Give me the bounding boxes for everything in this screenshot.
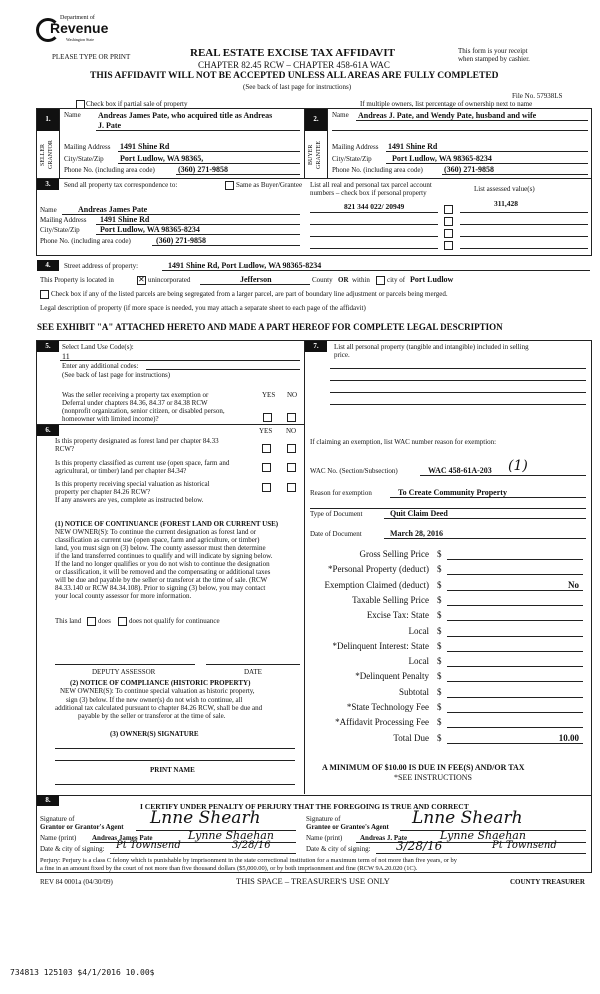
city-checkbox[interactable] (376, 276, 385, 285)
same-as-buyer-checkbox[interactable] (225, 181, 234, 190)
wac-number: WAC 458-61A-203 (428, 466, 492, 475)
fee-row (305, 546, 589, 561)
grantor-sig-label-1: Signature of (40, 815, 75, 823)
corr-city: Port Ludlow, WA 98365-8234 (100, 225, 200, 234)
unincorporated-checkbox[interactable] (137, 276, 146, 285)
personal-property-label-2: price. (334, 351, 350, 359)
assessed-label: List assessed value(s) (474, 185, 535, 193)
reason-label: Reason for exemption (310, 489, 372, 497)
seller-name-label: Name (64, 111, 81, 119)
certify-statement: I CERTIFY UNDER PENALTY OF PERJURY THAT THE FOREGOING IS TRUE AND CORRECT (140, 802, 469, 811)
s5-q2: Deferral under chapters 84.36, 84.37 or 84.38 RCW (62, 399, 208, 407)
buyer-number-block (305, 109, 327, 178)
section4-number: 4. (37, 260, 59, 271)
grantee-name-printed: Andreas J. Pate (360, 834, 408, 842)
exemption-label: If claiming an exemption, list WAC number reason for exemption: (310, 438, 497, 446)
see-back: (See back of last page for instructions) (243, 83, 352, 91)
notice1-l6: or classification, it will be removed and the compensating or additional taxes (55, 568, 271, 576)
exhibit-a: SEE EXHIBIT "A" ATTACHED HERETO AND MADE A PART HEREOF FOR COMPLETE LEGAL DESCRIPTION (37, 322, 503, 332)
seller-number-block (37, 109, 59, 178)
fee-value-line (447, 727, 583, 728)
parcels-label-2: numbers – check box if personal property (310, 189, 427, 197)
deputy-assessor-label: DEPUTY ASSESSOR (92, 668, 156, 676)
form-title: REAL ESTATE EXCISE TAX AFFIDAVIT (190, 47, 395, 59)
city-name: Port Ludlow (410, 275, 454, 284)
notice1-title: (1) NOTICE OF CONTINUANCE (FOREST LAND OR CURRENT USE) (55, 520, 279, 528)
fee-row (305, 561, 589, 576)
seller-phone-label: Phone No. (including area code) (64, 166, 155, 174)
s6-q2a: Is this property classified as current use (open space, farm and (55, 459, 230, 467)
parcel-number: 821 344 022/ 20949 (344, 202, 405, 211)
buyer-name: Andreas J. Pate, and Wendy Pate, husband and wife (358, 111, 537, 120)
fee-currency: $ (437, 640, 442, 651)
correspondence-number: 3. (37, 179, 59, 190)
s6-yes: YES (259, 427, 273, 435)
corr-phone-label: Phone No. (including area code) (40, 237, 131, 245)
section7-number: 7. (305, 341, 327, 352)
historic-yes-checkbox[interactable] (262, 483, 271, 492)
notice1-l8: 84.33.140 or RCW 84.34.108). Prior to signing (3) below, you may contact (55, 584, 266, 592)
grantor-label: Grantor or Grantor's Agent (40, 823, 124, 831)
fee-label: Taxable Selling Price (352, 594, 429, 605)
parcels-label-1: List all real and personal tax parcel account (310, 181, 432, 189)
fee-row (305, 699, 589, 714)
fee-value-line (447, 743, 583, 744)
notice1-l1: NEW OWNER(S): To continue the current designation as forest land or (55, 528, 257, 536)
s5-yes: YES (262, 391, 276, 399)
grantee-sig-label-1: Signature of (306, 815, 341, 823)
s6-no: NO (286, 427, 297, 435)
grantor-name-handwritten: Lynne Shaehan (188, 829, 274, 842)
buyer-phone-label: Phone No. (including area code) (332, 166, 423, 174)
land-does-label: does (98, 617, 111, 625)
personal-property-checkbox-1[interactable] (444, 205, 453, 214)
section6-number: 6. (37, 425, 59, 436)
same-as-buyer-label: Same as Buyer/Grantee (236, 181, 303, 189)
grantee-date-handwritten: 3/28/16 (396, 839, 443, 853)
fee-value-line (447, 666, 583, 667)
fee-row (305, 668, 589, 683)
land-does-checkbox[interactable] (87, 617, 96, 626)
fee-row (305, 607, 589, 622)
fee-currency: $ (437, 686, 442, 697)
wac-handwritten: (1) (508, 458, 528, 474)
fee-value-line (447, 559, 583, 560)
fee-label: Gross Selling Price (359, 549, 429, 559)
fee-row (305, 653, 589, 668)
seller-city: Port Ludlow, WA 98365, (120, 154, 204, 163)
grantee-label: Grantee or Grantee's Agent (306, 823, 389, 831)
notice2-l2: sign (3) below. If the new owner(s) do not wish to continue, all (66, 696, 243, 704)
fee-label: Total Due (393, 732, 429, 743)
doc-type-label: Type of Document (310, 510, 363, 518)
receipt-note-1: This form is your receipt (458, 47, 528, 55)
fee-currency: $ (437, 579, 442, 590)
fee-value-line (447, 620, 583, 621)
land-use-code: 11 (62, 352, 70, 361)
s6-q3b: property per chapter 84.26 RCW? (55, 488, 151, 496)
fee-row (305, 714, 589, 729)
fee-label: Exemption Claimed (deduct) (324, 579, 429, 590)
fee-currency: $ (437, 732, 442, 743)
seller-mailing-label: Mailing Address (64, 143, 111, 151)
fee-value-line (447, 574, 583, 575)
fee-value-line (447, 636, 583, 637)
s5-q1: Was the seller receiving a property tax exemption or (62, 391, 209, 399)
treasurer-stamp: 734813 125103 $4/1/2016 10.00$ (10, 968, 155, 977)
partial-sale-label: Check box if partial sale of property (86, 100, 188, 108)
warning: THIS AFFIDAVIT WILL NOT BE ACCEPTED UNLESS ALL AREAS ARE FULLY COMPLETED (90, 71, 499, 81)
fee-label: Local (408, 656, 429, 667)
file-number: File No. 57938LS (512, 92, 563, 100)
seller-mailing: 1491 Shine Rd (120, 142, 170, 151)
fee-value-line (447, 681, 583, 682)
fee-value-line (447, 605, 583, 606)
s5-q3: (nonprofit organization, senior citizen, or disabled person, (62, 407, 225, 415)
buyer-name-label: Name (332, 111, 349, 119)
fee-currency: $ (437, 625, 442, 636)
s5-no-checkbox[interactable] (287, 413, 296, 422)
notice2-l4: payable by the seller or transferor at the time of sale. (78, 712, 226, 720)
print-name-label: PRINT NAME (150, 766, 195, 774)
county-name: Jefferson (240, 275, 272, 284)
section5-number: 5. (37, 341, 59, 352)
grantee-name-label: Name (print) (306, 834, 343, 842)
assessed-value: 311,428 (494, 199, 518, 208)
notice1-l9: your local county assessor for more information. (55, 592, 192, 600)
corr-city-label: City/State/Zip (40, 226, 80, 234)
fee-currency: $ (437, 656, 442, 667)
fee-currency: $ (437, 717, 442, 728)
corr-phone: (360) 271-9858 (156, 236, 206, 245)
land-use-label: Select Land Use Code(s): (62, 343, 134, 351)
fee-value-line (447, 651, 583, 652)
s6-q1b: RCW? (55, 445, 75, 453)
personal-property-label-1: List all personal property (tangible and intangible) included in selling (334, 343, 529, 351)
section8-number: 8. (37, 795, 59, 806)
this-land-label: This land (55, 617, 82, 625)
treasurer-space: THIS SPACE – TREASURER'S USE ONLY (236, 876, 390, 886)
county-label: County (312, 276, 333, 284)
doc-type: Quit Claim Deed (390, 509, 448, 518)
historic-no-checkbox[interactable] (287, 483, 296, 492)
fees-table (305, 546, 589, 746)
fee-label: Subtotal (398, 686, 429, 697)
s5-q4: homeowner with limited income)? (62, 415, 159, 423)
s6-q3c: If any answers are yes, complete as instructed below. (55, 496, 204, 504)
grantor-date-handwritten: 3/28/16 (232, 840, 271, 851)
fee-row (305, 730, 589, 745)
logo-line3: Washington State (66, 37, 95, 42)
seller-number: 1. (37, 114, 59, 125)
street-label: Street address of property: (64, 262, 139, 270)
s6-q2b: agricultural, or timber) land per chapter 84.34? (55, 467, 187, 475)
doc-date-label: Date of Document (310, 530, 362, 538)
fee-label: *Personal Property (deduct) (328, 564, 429, 575)
county-treasurer: COUNTY TREASURER (510, 878, 585, 886)
fee-currency: $ (437, 610, 442, 621)
doc-date: March 28, 2016 (390, 529, 443, 538)
street-address: 1491 Shine Rd, Port Ludlow, WA 98365-8234 (168, 261, 322, 270)
see-instructions: *SEE INSTRUCTIONS (394, 773, 473, 782)
fee-row (305, 623, 589, 638)
forest-no-checkbox[interactable] (287, 444, 296, 453)
fee-currency: $ (437, 564, 442, 575)
land-does-not-label: does not qualify for continuance (129, 617, 220, 625)
seller-name-1: Andreas James Pate, who acquired title as Andreas (98, 111, 273, 120)
fee-label: *State Technology Fee (346, 702, 429, 712)
forest-yes-checkbox[interactable] (262, 444, 271, 453)
notice3-title: (3) OWNER(S) SIGNATURE (110, 730, 199, 738)
receipt-note-2: when stamped by cashier. (458, 55, 530, 63)
seller-city-label: City/State/Zip (64, 155, 104, 163)
corr-mailing-label: Mailing Address (40, 216, 87, 224)
fee-currency: $ (437, 594, 442, 605)
land-use-see-back: (See back of last page for instructions) (62, 371, 171, 379)
notice2-title: (2) NOTICE OF COMPLIANCE (HISTORIC PROPERTY) (70, 679, 251, 687)
land-does-not-checkbox[interactable] (118, 617, 127, 626)
multiple-owners-note: If multiple owners, list percentage of ownership next to name (360, 100, 533, 108)
buyer-number: 2. (305, 114, 327, 125)
buyer-phone: (360) 271-9858 (444, 165, 494, 174)
notice2-l3: additional tax calculated pursuant to chapter 84.26 RCW, shall be due and (55, 704, 263, 712)
current-use-yes-checkbox[interactable] (262, 463, 271, 472)
grantor-name-label: Name (print) (40, 834, 77, 842)
unincorporated-label: unincorporated (148, 276, 191, 284)
grantee-name-handwritten: Lynne Shaehan (440, 829, 526, 842)
grantor-date-label: Date & city of signing: (40, 845, 105, 853)
minimum-note: A MINIMUM OF $10.00 IS DUE IN FEE(S) AND/OR TAX (322, 763, 525, 772)
fee-row (305, 577, 589, 592)
fee-currency: $ (437, 671, 442, 682)
seller-phone: (360) 271-9858 (178, 165, 228, 174)
wac-label: WAC No. (Section/Subsection) (310, 467, 398, 475)
fee-label: *Delinquent Interest: State (332, 640, 429, 651)
within-label: within (352, 276, 370, 284)
perjury-1: Perjury: Perjury is a class C felony which is punishable by imprisonment in the state correctional institution for a maximum term of not more than five years, or by (40, 857, 457, 864)
fee-row (305, 638, 589, 653)
fee-currency: $ (437, 702, 442, 712)
city-of-label: city of (387, 276, 406, 284)
personal-property-checkbox-2[interactable] (444, 217, 453, 226)
segregated-checkbox[interactable] (40, 290, 49, 299)
grantor-name-printed: Andreas James Pate (92, 834, 153, 842)
fee-label: *Affidavit Processing Fee (335, 717, 429, 728)
additional-codes-label: Enter any additional codes: (62, 362, 139, 370)
s5-no: NO (287, 391, 298, 399)
located-prefix: This Property is located in (40, 276, 114, 284)
buyer-mailing: 1491 Shine Rd (388, 142, 438, 151)
s5-yes-checkbox[interactable] (263, 413, 272, 422)
fee-value-line (447, 697, 583, 698)
form-subtitle: CHAPTER 82.45 RCW – CHAPTER 458-61A WAC (198, 60, 390, 70)
fee-value-line (447, 590, 583, 591)
fee-value-line (447, 712, 583, 713)
logo-name: Revenue (50, 20, 109, 36)
fee-value: No (568, 579, 579, 590)
seller-name-2: J. Pate (98, 121, 122, 130)
dor-logo (36, 14, 109, 48)
segregated-label: Check box if any of the listed parcels are being segregated from a larger parcel, are part of boundary line adjustment or parcels being merged. (51, 290, 448, 298)
notice1-l4: if the land transferred continues to qualify and will indicate by signing below. (55, 552, 273, 560)
or-label: OR (338, 276, 349, 284)
grantor-city-handwritten: Pt Townsend (116, 840, 181, 851)
grantee-signature: Lnne Shearh (412, 808, 523, 828)
fee-value: 10.00 (558, 732, 579, 743)
grantee-city-handwritten: Pt Townsend (492, 840, 557, 851)
notice1-l3: land, you must sign on (3) below. The county assessor must then determine (55, 544, 266, 552)
buyer-mailing-label: Mailing Address (332, 143, 379, 151)
fee-currency: $ (437, 549, 442, 559)
reason-value: To Create Community Property (398, 488, 507, 497)
please-type: PLEASE TYPE OR PRINT (52, 53, 131, 61)
grantee-date-label: Date & city of signing: (306, 845, 371, 853)
fee-label: *Delinquent Penalty (355, 671, 429, 682)
seller-side-label: SELLER GRANTOR (40, 140, 54, 170)
s6-q1a: Is this property designated as forest land per chapter 84.33 (55, 437, 219, 445)
logo-line1: Department of (60, 15, 95, 21)
perjury-2: a fine in an amount fixed by the court of not more than five thousand dollars ($5,000.00), or by both imprisonment and fine (RCW 9A.20.020 (1C). (40, 865, 418, 872)
grantor-signature: Lnne Shearh (150, 808, 261, 828)
legal-description-label: Legal description of property (if more space is needed, you may attach a separate sheet to each page of the affidavit) (40, 304, 366, 312)
notice1-l5: If the land no longer qualifies or you do not wish to continue the designation (55, 560, 270, 568)
fee-label: Local (408, 625, 429, 636)
fee-row (305, 592, 589, 607)
notice2-l1: NEW OWNER(S): To continue special valuation as historic property, (60, 687, 255, 695)
current-use-no-checkbox[interactable] (287, 463, 296, 472)
corr-name: Andreas James Pate (78, 205, 148, 214)
fee-label: Excise Tax: State (366, 610, 429, 621)
personal-property-checkbox-3[interactable] (444, 229, 453, 238)
form-revision: REV 84 0001a (04/30/09) (40, 878, 113, 886)
buyer-city-label: City/State/Zip (332, 155, 372, 163)
buyer-city: Port Ludlow, WA 98365-8234 (392, 154, 492, 163)
fee-row (305, 684, 589, 699)
notice1-l7: will be due and payable by the seller or transferor at the time of sale. (RCW (55, 576, 268, 584)
corr-name-label: Name (40, 206, 57, 214)
correspondence-label: Send all property tax correspondence to: (64, 181, 178, 189)
personal-property-checkbox-4[interactable] (444, 241, 453, 250)
s6-q3a: Is this property receiving special valuation as historical (55, 480, 210, 488)
buyer-side-label: BUYER GRANTEE (308, 141, 322, 169)
deputy-date-label: DATE (244, 668, 262, 676)
corr-mailing: 1491 Shine Rd (100, 215, 150, 224)
notice1-l2: classification as current use (open space, farm and agriculture, or timber) (55, 536, 260, 544)
